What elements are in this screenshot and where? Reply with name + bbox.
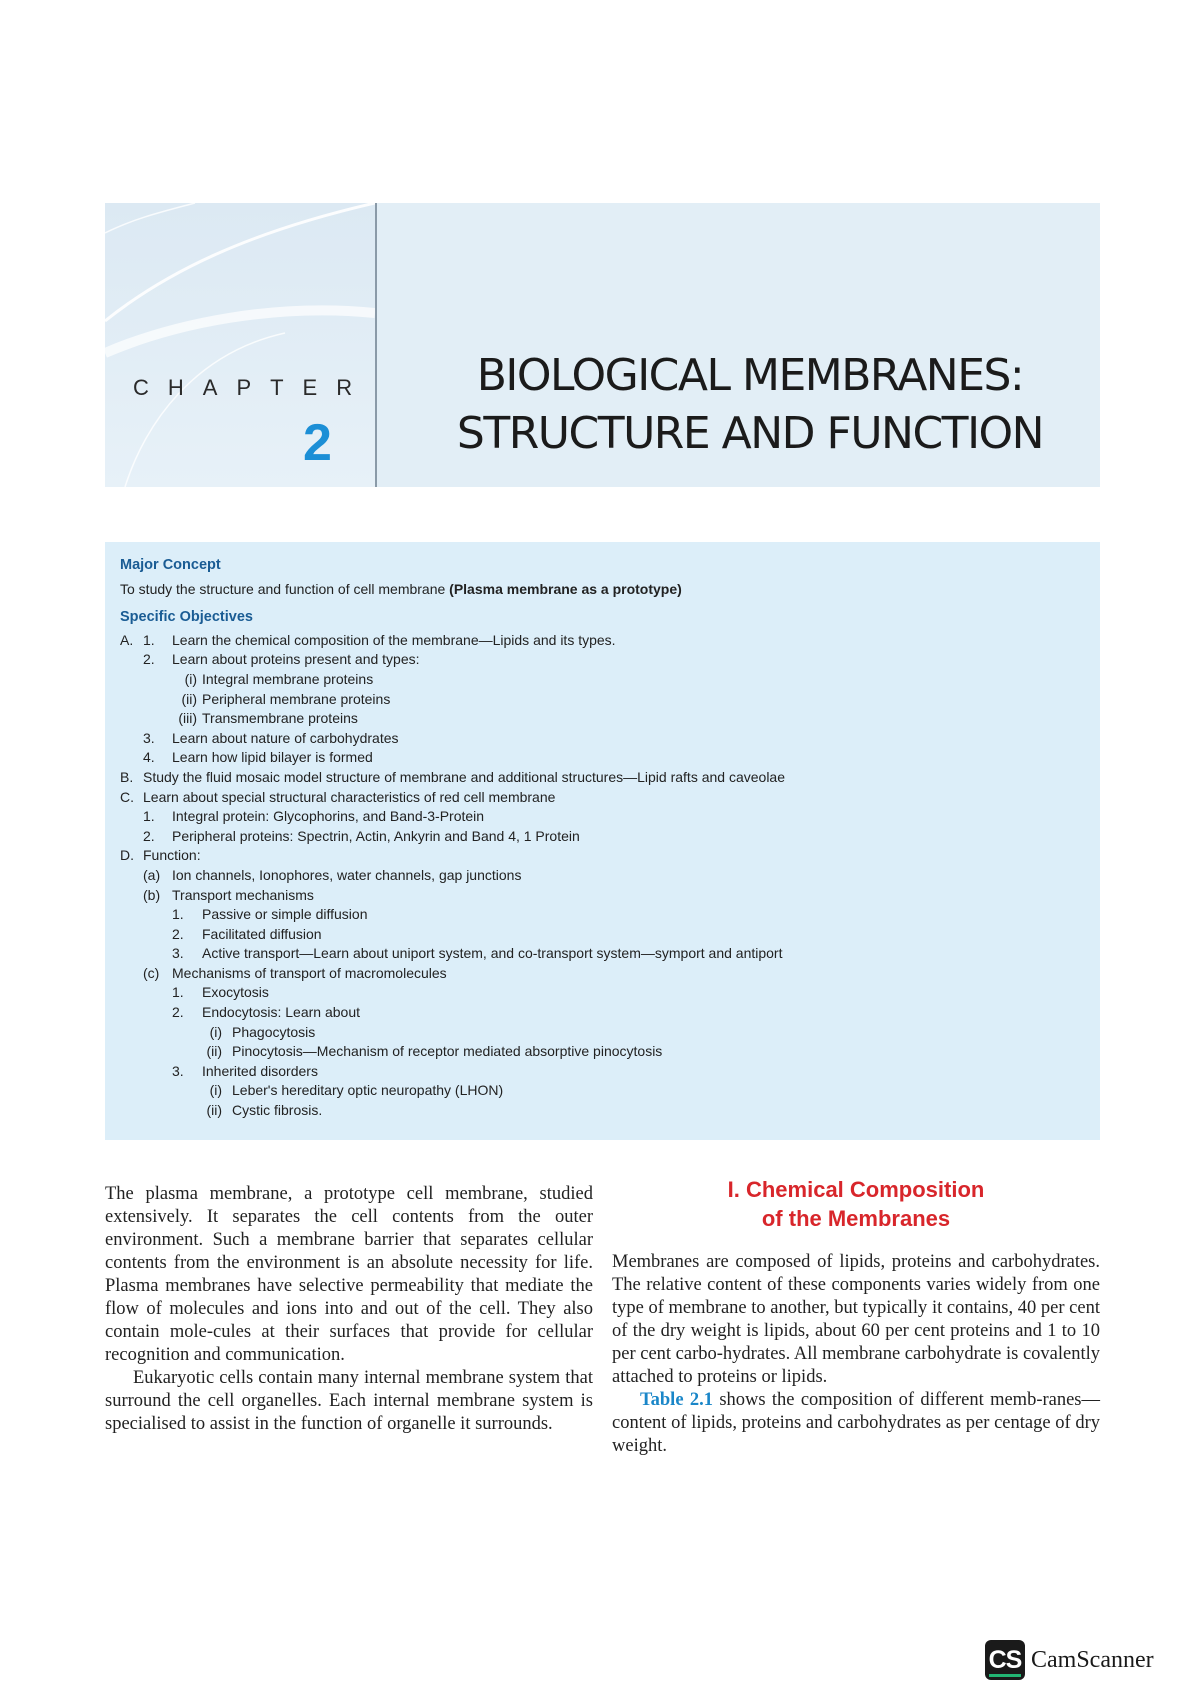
objective-item	[120, 1003, 1086, 1023]
body-paragraph: Eukaryotic cells contain many internal membrane system that surround the cell organelles. Each internal membrane system is specialised to assist in the function of organelle it surrounds.	[105, 1368, 593, 1434]
objective-item	[120, 1062, 1086, 1082]
section-heading	[612, 1175, 1100, 1233]
objective-item	[120, 631, 1086, 651]
objective-label: (i)	[184, 670, 197, 687]
objective-label: 2.	[143, 827, 155, 844]
body-paragraph-rest: shows the composition of different memb-ranes—content of lipids, proteins and carbohydrates as per centage of dry weight.	[612, 1390, 1101, 1456]
objective-label: (ii)	[206, 1102, 222, 1119]
objective-item	[120, 925, 1086, 945]
objective-sublabel: 1.	[143, 631, 155, 648]
section-heading-line-1: I. Chemical Composition	[727, 1177, 985, 1202]
objectives-list	[120, 631, 1086, 1121]
objective-text: Integral protein: Glycophorins, and Band-3-Protein	[172, 808, 485, 825]
objective-item	[120, 650, 1086, 670]
objective-text: Active transport—Learn about uniport system, and co-transport system—symport and antiport	[202, 945, 783, 962]
chapter-banner	[105, 203, 1100, 487]
objective-item	[120, 729, 1086, 749]
objective-item	[120, 709, 1086, 729]
specific-objectives-heading: Specific Objectives	[120, 609, 253, 626]
objective-item	[120, 748, 1086, 768]
chapter-label: CHAPTER	[133, 375, 372, 400]
objective-item	[120, 788, 1086, 808]
body-paragraph: Membranes are composed of lipids, proteins and carbohydrates. The relative content of these components varies widely from one type of membrane to another, but typically it contains, 40 per cent of the dry weight is lipids, about 60 per cent proteins and 1 to 10 per cent carbo-hydrates. All membrane carbohydrate is covalently attached to proteins or lipids.	[612, 1252, 1100, 1387]
objective-text: Peripheral membrane proteins	[202, 690, 391, 707]
objective-label: (c)	[143, 964, 160, 981]
objective-text: Transmembrane proteins	[202, 710, 358, 727]
major-concept-emphasis: (Plasma membrane as a prototype)	[449, 580, 682, 597]
objective-label: 3.	[172, 945, 184, 962]
objective-item	[120, 1023, 1086, 1043]
objective-item	[120, 1081, 1086, 1101]
chapter-number: 2	[303, 414, 332, 472]
objective-item	[120, 768, 1086, 788]
major-concept-heading: Major Concept	[120, 557, 221, 573]
objective-label: (iii)	[178, 710, 197, 727]
objective-label: C.	[120, 788, 134, 805]
section-heading-line-2: of the Membranes	[761, 1206, 951, 1231]
objective-label: 3.	[172, 1062, 184, 1079]
body-right-column	[612, 1175, 1100, 1458]
body-paragraph	[612, 1389, 1100, 1458]
objective-item	[120, 670, 1086, 690]
objective-label: 3.	[143, 729, 155, 746]
objective-item	[120, 905, 1086, 925]
body-left-column	[105, 1183, 593, 1436]
objective-text: Inherited disorders	[202, 1062, 318, 1079]
objective-text: Leber's hereditary optic neuropathy (LHON)	[232, 1082, 504, 1099]
objective-label: B.	[120, 768, 134, 785]
chapter-title-line-1: BIOLOGICAL MEMBRANES:	[476, 350, 1024, 402]
objective-label: (b)	[143, 886, 161, 903]
objective-text: Learn the chemical composition of the membrane—Lipids and its types.	[172, 631, 616, 648]
objective-label: (a)	[143, 866, 161, 883]
objective-label: (i)	[209, 1082, 222, 1099]
objective-text: Transport mechanisms	[172, 886, 314, 903]
objective-item	[120, 964, 1086, 984]
objective-item	[120, 807, 1086, 827]
objective-label: 1.	[172, 984, 184, 1001]
banner-decoration	[105, 203, 375, 487]
objective-label: 2.	[143, 651, 155, 668]
objective-item	[120, 827, 1086, 847]
objective-item	[120, 866, 1086, 886]
chapter-title-line-2: STRUCTURE AND FUNCTION	[456, 408, 1044, 460]
objective-label: 1.	[172, 906, 184, 923]
swoosh-graphic	[105, 203, 375, 487]
objective-text: Endocytosis: Learn about	[202, 1004, 360, 1021]
objective-label: D.	[120, 847, 134, 864]
objective-text: Mechanisms of transport of macromolecules	[172, 964, 447, 981]
objective-text: Function:	[143, 847, 201, 864]
objective-text: Ion channels, Ionophores, water channels, gap junctions	[172, 866, 522, 883]
objective-item	[120, 1042, 1086, 1062]
objective-text: Integral membrane proteins	[202, 670, 374, 687]
objective-item	[120, 1101, 1086, 1121]
major-concept-body: To study the structure and function of cell membrane	[120, 580, 450, 597]
objective-text: Study the fluid mosaic model structure of membrane and additional structures—Lipid rafts and caveolae	[143, 768, 786, 785]
objective-text: Peripheral proteins: Spectrin, Actin, Ankyrin and Band 4, 1 Protein	[172, 827, 580, 844]
objective-item	[120, 846, 1086, 866]
objective-text: Learn about proteins present and types:	[172, 651, 420, 668]
objective-text: Learn about nature of carbohydrates	[172, 729, 399, 746]
objective-label: 4.	[143, 749, 155, 766]
objective-item	[120, 944, 1086, 964]
objective-text: Passive or simple diffusion	[202, 906, 368, 923]
objective-label: 1.	[143, 808, 155, 825]
objective-item	[120, 690, 1086, 710]
objective-text: Learn how lipid bilayer is formed	[172, 749, 373, 766]
objective-text: Exocytosis	[202, 984, 269, 1001]
major-concept-text	[120, 580, 1086, 600]
objective-text: Phagocytosis	[232, 1023, 316, 1040]
chapter-title	[405, 347, 1095, 463]
objective-label: 2.	[172, 1004, 184, 1021]
objective-label: (ii)	[181, 690, 197, 707]
objective-item	[120, 886, 1086, 906]
camscanner-watermark	[985, 1640, 1154, 1680]
banner-divider	[375, 203, 377, 487]
objective-text: Cystic fibrosis.	[232, 1102, 323, 1119]
objective-label: A.	[120, 631, 134, 648]
objective-label: 2.	[172, 925, 184, 942]
objective-item	[120, 983, 1086, 1003]
body-paragraph: The plasma membrane, a prototype cell membrane, studied extensively. It separates the cell contents from the outer environment. Such a membrane barrier that separates cellular contents from the environment is an absolute necessity for life. Plasma membranes have selective permeability that mediate the flow of molecules and ions into and out of the cell. They also contain mole-cules at their surfaces that provide for cellular recognition and communication.	[105, 1184, 593, 1365]
camscanner-brand: CamScanner	[1031, 1646, 1154, 1673]
objective-text: Learn about special structural characteristics of red cell membrane	[143, 788, 556, 805]
objective-label: (i)	[209, 1023, 222, 1040]
objective-label: (ii)	[206, 1043, 222, 1060]
table-reference-link[interactable]: Table 2.1	[640, 1390, 713, 1410]
objective-text: Pinocytosis—Mechanism of receptor mediated absorptive pinocytosis	[232, 1043, 663, 1060]
camscanner-logo: CS	[985, 1640, 1025, 1680]
objectives-box	[105, 542, 1100, 1140]
objective-text: Facilitated diffusion	[202, 925, 322, 942]
